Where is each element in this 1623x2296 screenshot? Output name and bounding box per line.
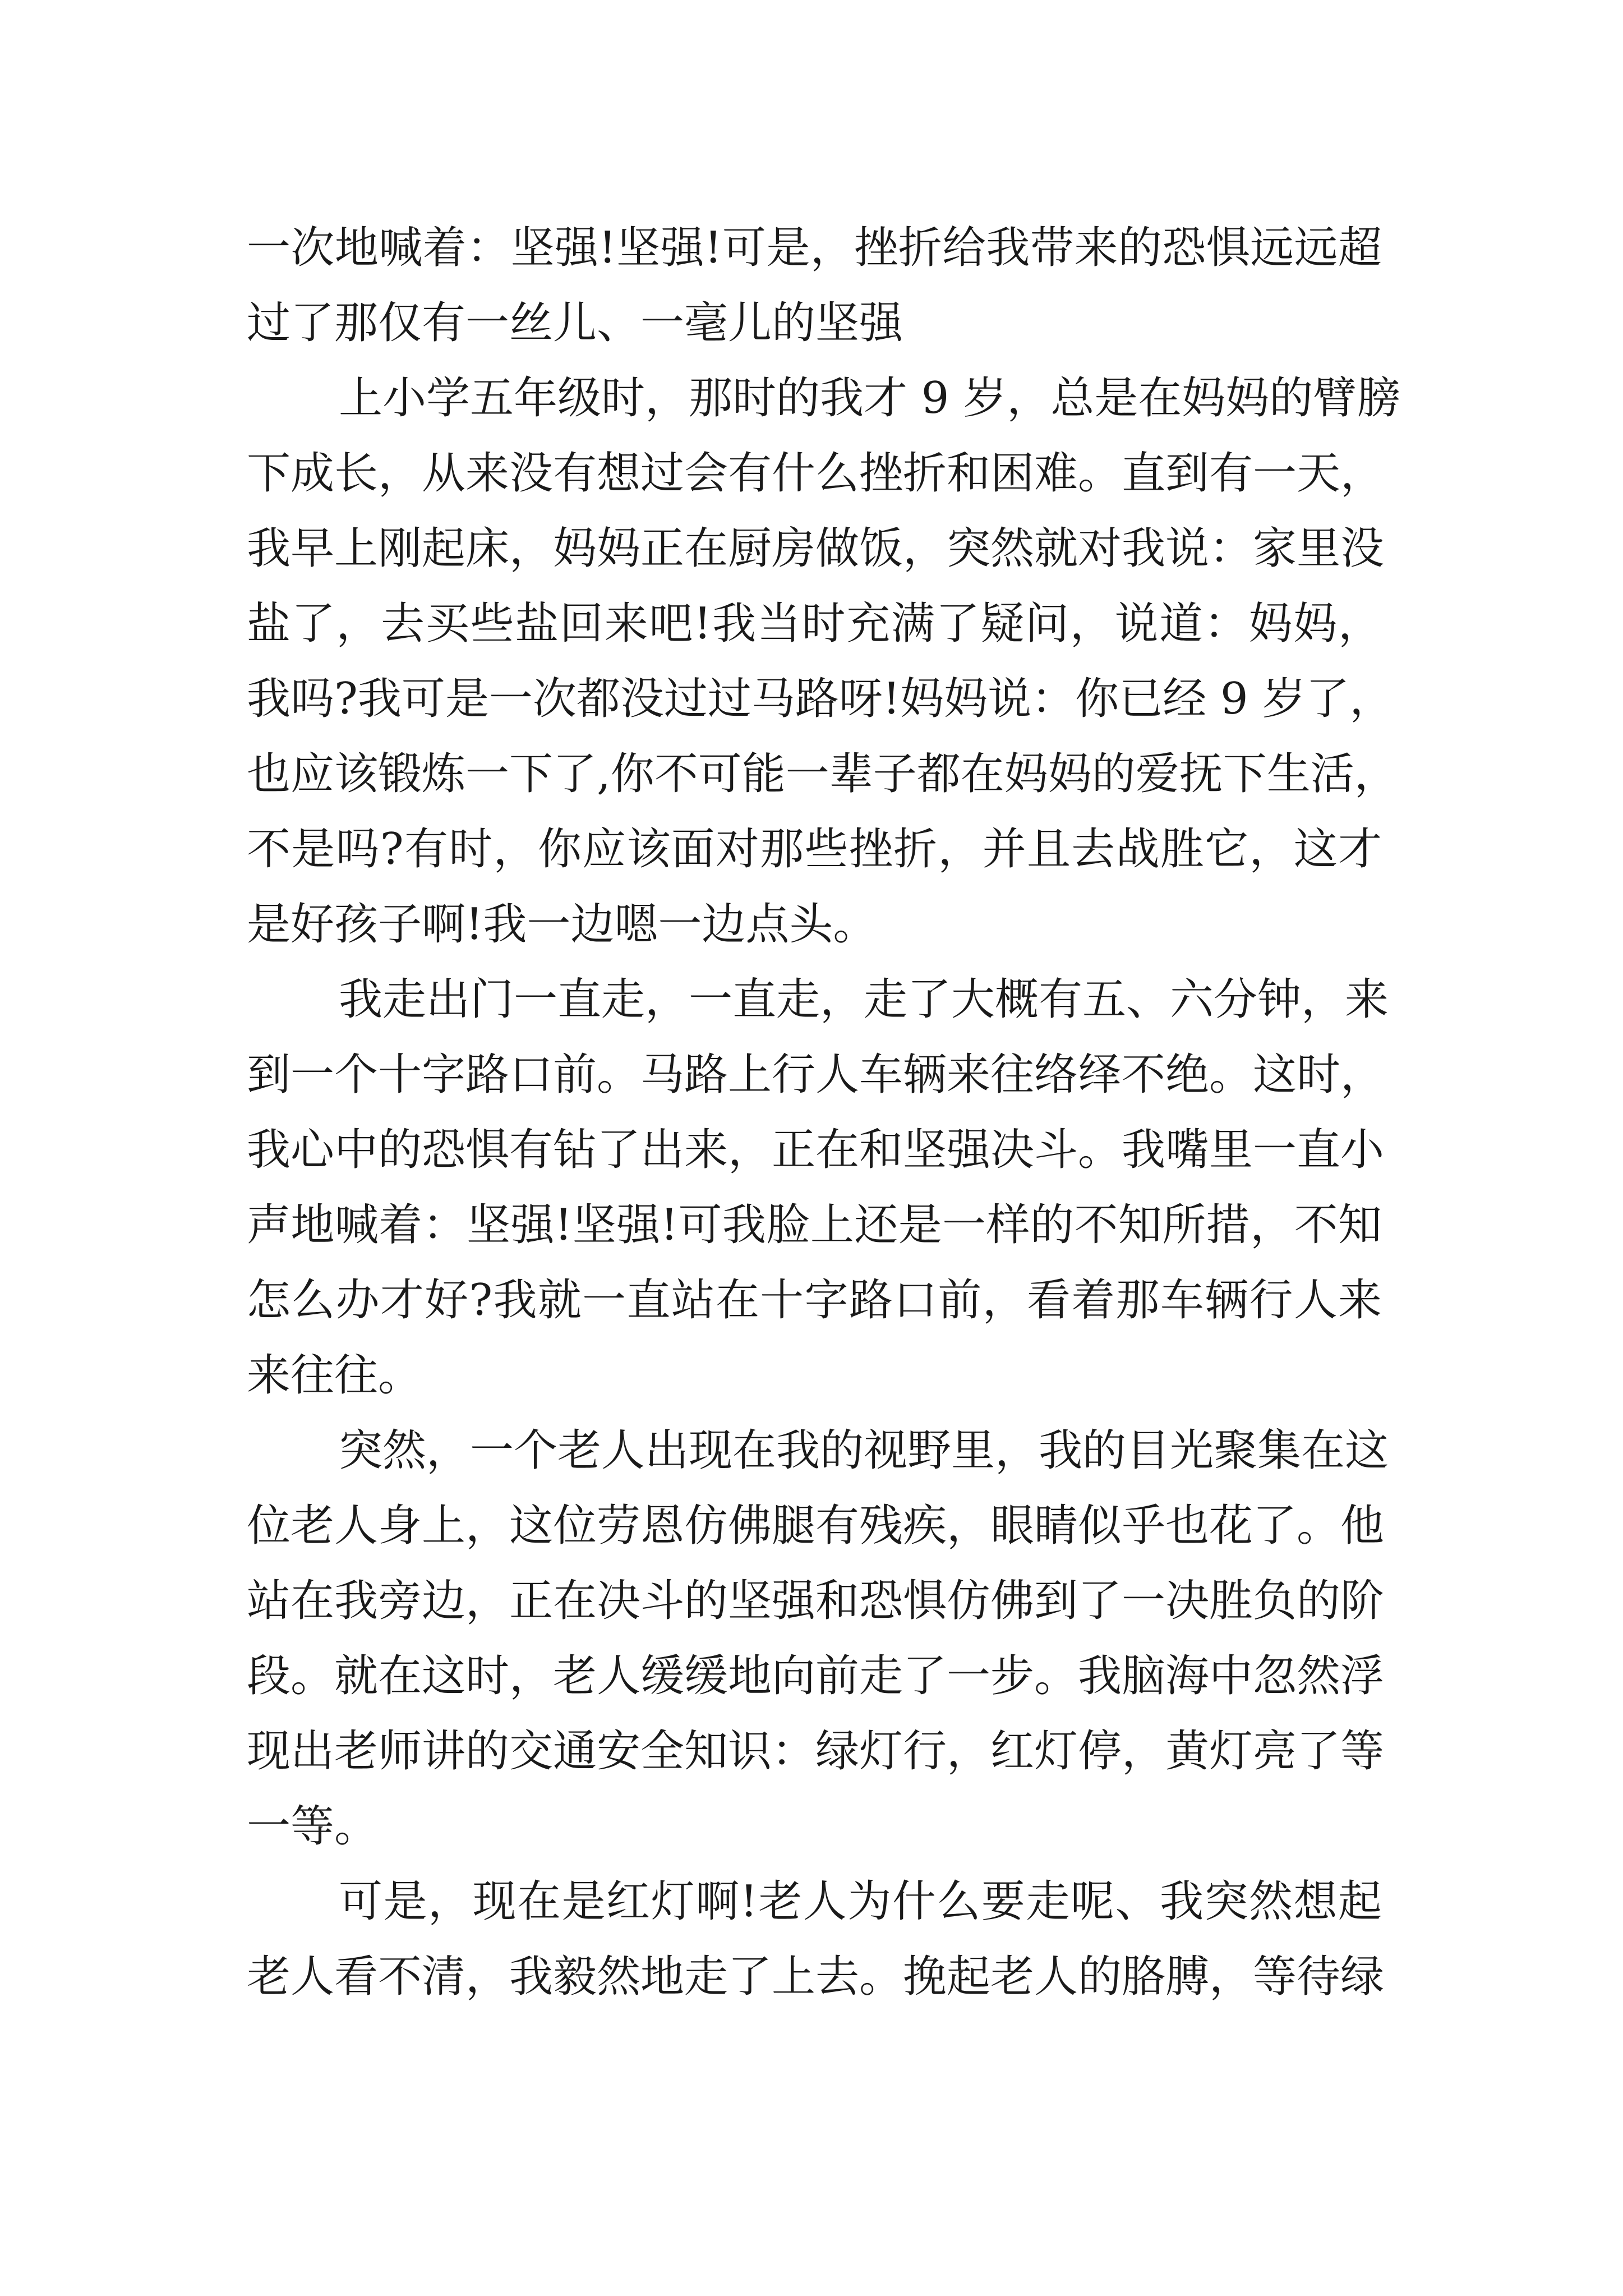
body-text xyxy=(247,210,1401,2014)
text-line: 上小学五年级时，那时的我才 9 岁，总是在妈妈的臂膀 xyxy=(339,373,1401,424)
text-line: 现出老师讲的交通安全知识：绿灯行，红灯停，黄灯亮了等 xyxy=(247,1726,1385,1777)
text-line: 我心中的恐惧有钻了出来，正在和坚强决斗。我嘴里一直小 xyxy=(247,1125,1385,1175)
text-line: 老人看不清，我毅然地走了上去。挽起老人的胳膊，等待绿 xyxy=(247,1952,1385,2002)
text-line: 突然，一个老人出现在我的视野里，我的目光聚集在这 xyxy=(339,1425,1389,1476)
text-line: 站在我旁边，正在决斗的坚强和恐惧仿佛到了一决胜负的阶 xyxy=(247,1576,1385,1626)
paragraph xyxy=(247,962,1389,1413)
text-line: 可是，现在是红灯啊!老人为什么要走呢、我突然想起 xyxy=(339,1876,1382,1927)
text-line: 也应该锻炼一下了,你不可能一辈子都在妈妈的爱抚下生活， xyxy=(247,749,1398,799)
text-line: 我吗?我可是一次都没过过马路呀!妈妈说：你已经 9 岁了， xyxy=(247,674,1394,724)
text-line: 我早上刚起床，妈妈正在厨房做饭，突然就对我说：家里没 xyxy=(247,523,1385,574)
text-line: 不是吗?有时，你应该面对那些挫折，并且去战胜它，这才 xyxy=(247,824,1382,875)
text-line: 到一个十字路口前。马路上行人车辆来往络绎不绝。这时， xyxy=(247,1050,1385,1100)
text-line: 一次地喊着：坚强!坚强!可是，挫折给我带来的恐惧远远超 xyxy=(247,223,1382,273)
paragraph xyxy=(247,361,1401,962)
text-line: 我走出门一直走，一直走，走了大概有五、六分钟，来 xyxy=(339,974,1389,1025)
text-line: 段。就在这时，老人缓缓地向前走了一步。我脑海中忽然浮 xyxy=(247,1651,1385,1701)
text-line: 是好孩子啊!我一边嗯一边点头。 xyxy=(247,899,877,950)
paragraph xyxy=(247,1413,1389,1864)
text-line: 盐了，去买些盐回来吧!我当时充满了疑问，说道：妈妈， xyxy=(247,599,1382,649)
text-line: 一等。 xyxy=(247,1801,379,1852)
text-line: 位老人身上，这位劳恩仿佛腿有残疾，眼睛似乎也花了。他 xyxy=(247,1501,1385,1551)
paragraph xyxy=(247,210,1382,361)
text-line: 声地喊着：坚强!坚强!可我脸上还是一样的不知所措，不知 xyxy=(247,1200,1382,1250)
text-line: 怎么办才好?我就一直站在十字路口前，看着那车辆行人来 xyxy=(247,1275,1382,1326)
text-line: 过了那仅有一丝儿、一毫儿的坚强 xyxy=(247,298,903,348)
text-line: 下成长，从来没有想过会有什么挫折和困难。直到有一天， xyxy=(247,448,1385,499)
text-line: 来往往。 xyxy=(247,1350,422,1401)
paragraph xyxy=(247,1864,1385,2014)
